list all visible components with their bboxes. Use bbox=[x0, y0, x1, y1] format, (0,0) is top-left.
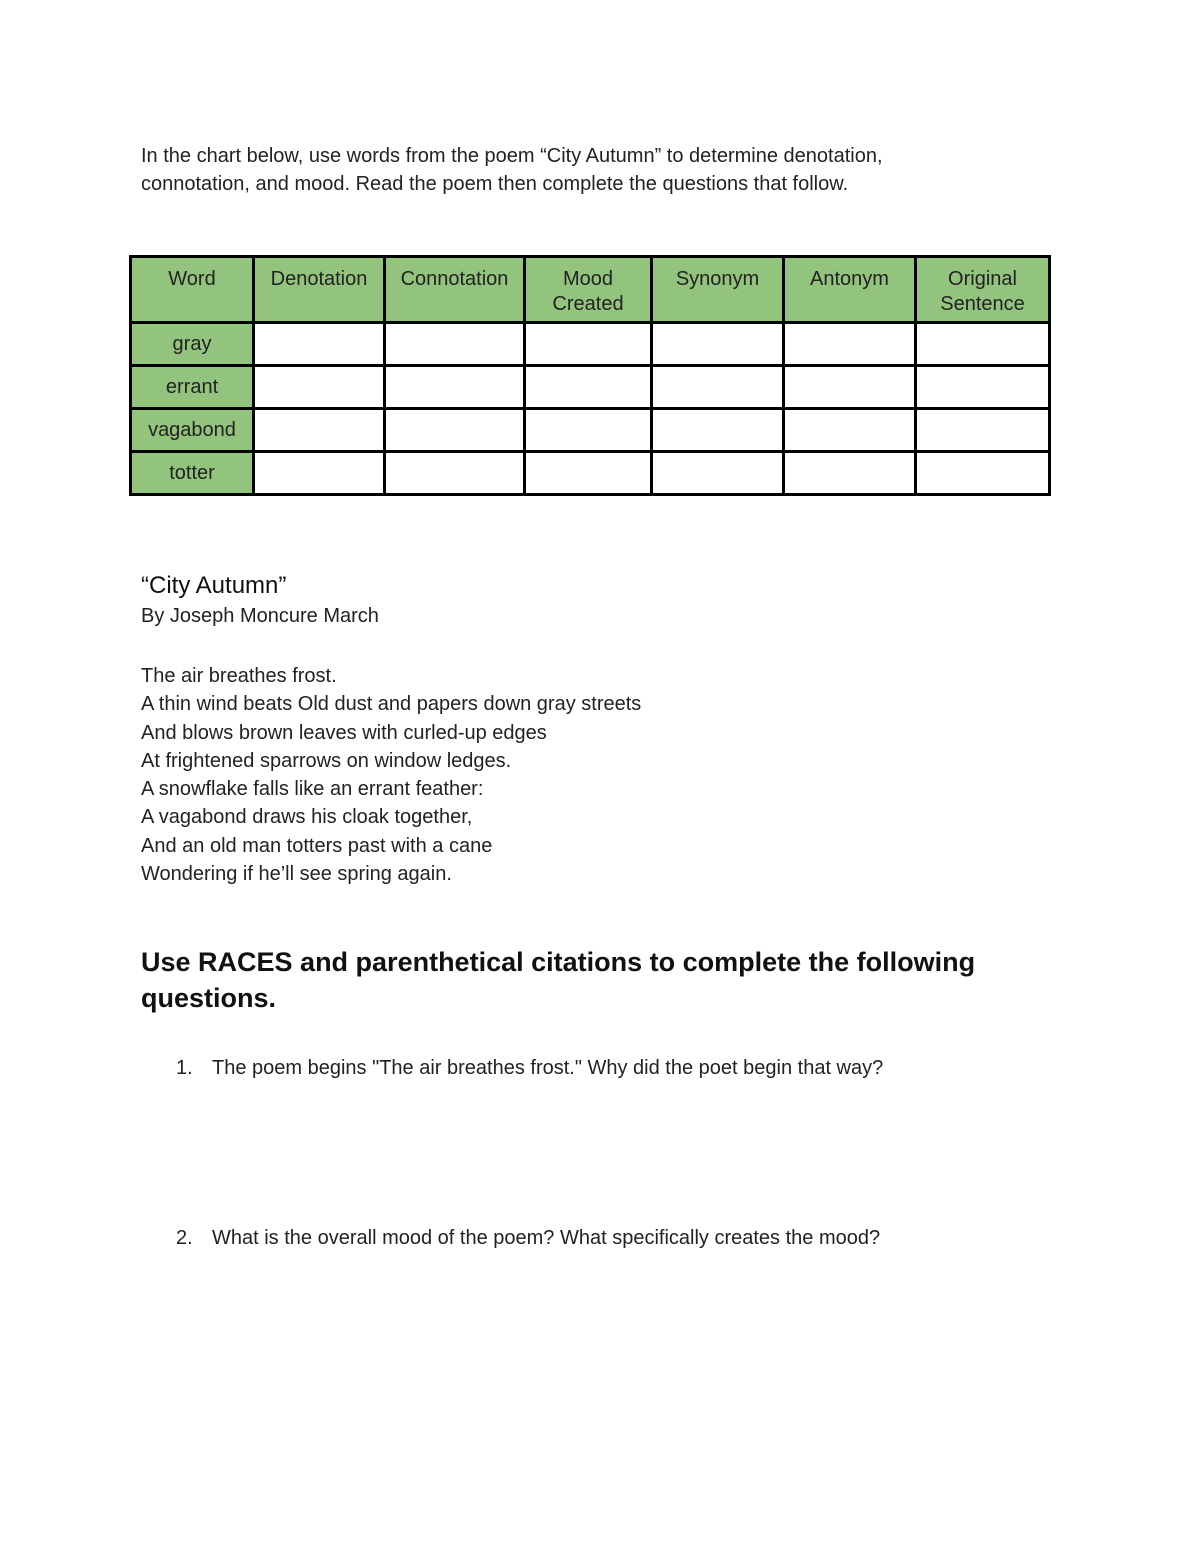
connotation-cell[interactable] bbox=[385, 323, 525, 366]
chart-header-row bbox=[131, 257, 1050, 323]
question-item bbox=[176, 1054, 883, 1082]
header-word: Word bbox=[131, 257, 254, 323]
poem-line: And blows brown leaves with curled-up edges bbox=[141, 721, 547, 744]
sentence-cell[interactable] bbox=[916, 366, 1050, 409]
connotation-cell[interactable] bbox=[385, 366, 525, 409]
denotation-cell[interactable] bbox=[254, 409, 385, 452]
directions-heading: Use RACES and parenthetical citations to complete the following questions. bbox=[141, 947, 976, 1013]
denotation-cell[interactable] bbox=[254, 323, 385, 366]
sentence-cell[interactable] bbox=[916, 323, 1050, 366]
poem-line: And an old man totters past with a cane bbox=[141, 834, 493, 857]
poem-title: “City Autumn” bbox=[141, 572, 287, 599]
synonym-cell[interactable] bbox=[652, 323, 784, 366]
poem-line: A thin wind beats Old dust and papers down gray streets bbox=[141, 693, 642, 716]
denotation-cell[interactable] bbox=[254, 366, 385, 409]
header-original-sentence: Original Sentence bbox=[916, 257, 1050, 323]
antonym-cell[interactable] bbox=[784, 452, 916, 495]
poem-lines bbox=[141, 662, 1041, 888]
question-text: What is the overall mood of the poem? What specifically creates the mood? bbox=[212, 1227, 881, 1249]
mood-cell[interactable] bbox=[525, 366, 652, 409]
synonym-cell[interactable] bbox=[652, 366, 784, 409]
poem-line: At frightened sparrows on window ledges. bbox=[141, 749, 512, 772]
word-cell: gray bbox=[131, 323, 254, 366]
antonym-cell[interactable] bbox=[784, 323, 916, 366]
intro-line-1: In the chart below, use words from the poem “City Autumn” to determine denotation, bbox=[141, 145, 883, 167]
synonym-cell[interactable] bbox=[652, 452, 784, 495]
antonym-cell[interactable] bbox=[784, 366, 916, 409]
sentence-cell[interactable] bbox=[916, 452, 1050, 495]
header-denotation: Denotation bbox=[254, 257, 385, 323]
poem-line: The air breathes frost. bbox=[141, 665, 337, 687]
word-cell: vagabond bbox=[131, 409, 254, 452]
connotation-cell[interactable] bbox=[385, 409, 525, 452]
table-row bbox=[131, 452, 1050, 495]
question-text: The poem begins "The air breathes frost." Why did the poet begin that way? bbox=[212, 1057, 884, 1079]
question-number: 2. bbox=[176, 1227, 193, 1249]
sentence-cell[interactable] bbox=[916, 409, 1050, 452]
question-item bbox=[176, 1224, 880, 1252]
intro-paragraph bbox=[141, 142, 1041, 198]
poem-section bbox=[141, 570, 1041, 888]
antonym-cell[interactable] bbox=[784, 409, 916, 452]
mood-cell[interactable] bbox=[525, 409, 652, 452]
table-row bbox=[131, 323, 1050, 366]
connotation-cell[interactable] bbox=[385, 452, 525, 495]
header-connotation: Connotation bbox=[385, 257, 525, 323]
word-cell: errant bbox=[131, 366, 254, 409]
poem-line: Wondering if he’ll see spring again. bbox=[141, 863, 452, 886]
poem-line: A vagabond draws his cloak together, bbox=[141, 806, 473, 829]
header-mood-created: Mood Created bbox=[525, 257, 652, 323]
vocabulary-chart bbox=[129, 255, 1051, 496]
poem-line: A snowflake falls like an errant feather: bbox=[141, 778, 484, 801]
header-synonym: Synonym bbox=[652, 257, 784, 323]
question-number: 1. bbox=[176, 1057, 193, 1079]
intro-line-2: connotation, and mood. Read the poem then complete the questions that follow. bbox=[141, 173, 849, 195]
mood-cell[interactable] bbox=[525, 323, 652, 366]
poem-author: By Joseph Moncure March bbox=[141, 605, 379, 627]
synonym-cell[interactable] bbox=[652, 409, 784, 452]
word-cell: totter bbox=[131, 452, 254, 495]
header-antonym: Antonym bbox=[784, 257, 916, 323]
mood-cell[interactable] bbox=[525, 452, 652, 495]
denotation-cell[interactable] bbox=[254, 452, 385, 495]
table-row bbox=[131, 366, 1050, 409]
table-row bbox=[131, 409, 1050, 452]
